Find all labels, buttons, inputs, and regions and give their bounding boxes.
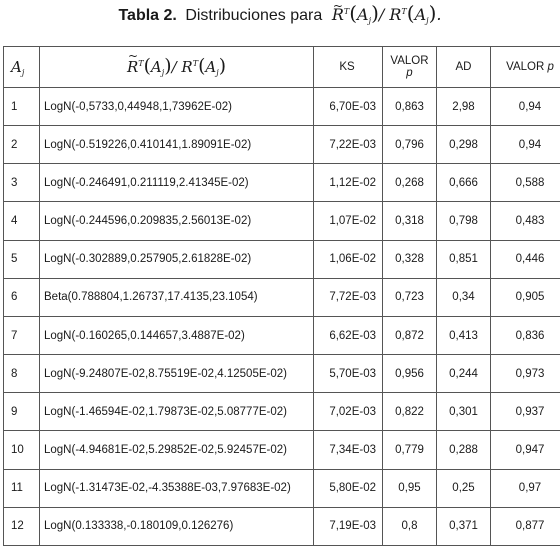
cell-aj: 10 bbox=[4, 431, 40, 469]
table-row bbox=[4, 88, 560, 126]
cell-ks: 7,72E-03 bbox=[314, 278, 383, 316]
header-ad: AD bbox=[437, 47, 491, 88]
cell-valor-p-2: 0,94 bbox=[491, 126, 560, 164]
header-valor-p-1: VALOR p bbox=[383, 47, 437, 88]
cell-aj: 11 bbox=[4, 469, 40, 507]
cell-valor-p-1: 0,723 bbox=[383, 278, 437, 316]
header-distribution: ~ $R^T(A_j)/$ $R^T(A_j)$ bbox=[40, 47, 314, 88]
cell-valor-p-2: 0,446 bbox=[491, 240, 560, 278]
cell-ks: 1,12E-02 bbox=[314, 164, 383, 202]
cell-ks: 5,80E-02 bbox=[314, 469, 383, 507]
cell-ad: 0,851 bbox=[437, 240, 491, 278]
cell-distribution: LogN(-4.94681E-02,5.29852E-02,5.92457E-02) bbox=[40, 431, 314, 469]
table-row bbox=[4, 316, 560, 354]
cell-valor-p-1: 0,822 bbox=[383, 393, 437, 431]
cell-distribution: LogN(-0.244596,0.209835,2.56013E-02) bbox=[40, 202, 314, 240]
cell-valor-p-1: 0,268 bbox=[383, 164, 437, 202]
table-row bbox=[4, 507, 560, 545]
cell-valor-p-1: 0,796 bbox=[383, 126, 437, 164]
header-valor-p-2: VALOR p bbox=[491, 47, 560, 88]
cell-valor-p-2: 0,905 bbox=[491, 278, 560, 316]
table-row bbox=[4, 278, 560, 316]
cell-valor-p-2: 0,836 bbox=[491, 316, 560, 354]
cell-ks: 6,62E-03 bbox=[314, 316, 383, 354]
cell-valor-p-2: 0,877 bbox=[491, 507, 560, 545]
cell-valor-p-2: 0,94 bbox=[491, 88, 560, 126]
cell-valor-p-2: 0,947 bbox=[491, 431, 560, 469]
caption-label: Tabla 2. bbox=[118, 7, 177, 24]
table-row bbox=[4, 431, 560, 469]
cell-ad: 0,666 bbox=[437, 164, 491, 202]
cell-aj: 9 bbox=[4, 393, 40, 431]
cell-aj: 3 bbox=[4, 164, 40, 202]
cell-ks: 7,34E-03 bbox=[314, 431, 383, 469]
cell-valor-p-2: 0,973 bbox=[491, 355, 560, 393]
cell-aj: 12 bbox=[4, 507, 40, 545]
cell-aj: 5 bbox=[4, 240, 40, 278]
cell-ad: 0,301 bbox=[437, 393, 491, 431]
cell-aj: 8 bbox=[4, 355, 40, 393]
cell-ad: 0,413 bbox=[437, 316, 491, 354]
caption-formula: ~ $R^T(A_j)/$ $R^T(A_j)$. bbox=[327, 5, 442, 24]
table-row bbox=[4, 202, 560, 240]
header-aj: $A_j$ bbox=[4, 47, 40, 88]
table-row bbox=[4, 240, 560, 278]
cell-ad: 0,298 bbox=[437, 126, 491, 164]
distributions-table bbox=[3, 46, 560, 546]
cell-valor-p-1: 0,95 bbox=[383, 469, 437, 507]
cell-valor-p-1: 0,956 bbox=[383, 355, 437, 393]
cell-valor-p-1: 0,863 bbox=[383, 88, 437, 126]
cell-ad: 0,798 bbox=[437, 202, 491, 240]
cell-ks: 1,07E-02 bbox=[314, 202, 383, 240]
cell-ks: 7,22E-03 bbox=[314, 126, 383, 164]
table-row bbox=[4, 355, 560, 393]
cell-distribution: LogN(-0.302889,0.257905,2.61828E-02) bbox=[40, 240, 314, 278]
cell-ad: 0,34 bbox=[437, 278, 491, 316]
table-caption bbox=[0, 1, 560, 27]
cell-valor-p-2: 0,97 bbox=[491, 469, 560, 507]
cell-distribution: LogN(0.133338,-0.180109,0.126276) bbox=[40, 507, 314, 545]
cell-distribution: Beta(0.788804,1.26737,17.4135,23.1054) bbox=[40, 278, 314, 316]
cell-aj: 2 bbox=[4, 126, 40, 164]
cell-distribution: LogN(-0,5733,0,44948,1,73962E-02) bbox=[40, 88, 314, 126]
cell-distribution: LogN(-0.246491,0.211119,2.41345E-02) bbox=[40, 164, 314, 202]
cell-distribution: LogN(-1.46594E-02,1.79873E-02,5.08777E-02) bbox=[40, 393, 314, 431]
cell-ad: 0,371 bbox=[437, 507, 491, 545]
cell-valor-p-1: 0,318 bbox=[383, 202, 437, 240]
cell-aj: 7 bbox=[4, 316, 40, 354]
table-row bbox=[4, 393, 560, 431]
cell-ad: 0,25 bbox=[437, 469, 491, 507]
cell-valor-p-1: 0,328 bbox=[383, 240, 437, 278]
cell-distribution: LogN(-9.24807E-02,8.75519E-02,4.12505E-02) bbox=[40, 355, 314, 393]
cell-ad: 0,244 bbox=[437, 355, 491, 393]
cell-aj: 6 bbox=[4, 278, 40, 316]
cell-valor-p-2: 0,588 bbox=[491, 164, 560, 202]
table-row bbox=[4, 126, 560, 164]
cell-aj: 1 bbox=[4, 88, 40, 126]
cell-valor-p-2: 0,483 bbox=[491, 202, 560, 240]
cell-ad: 2,98 bbox=[437, 88, 491, 126]
cell-distribution: LogN(-0.160265,0.144657,3.4887E-02) bbox=[40, 316, 314, 354]
cell-valor-p-1: 0,872 bbox=[383, 316, 437, 354]
cell-ks: 7,19E-03 bbox=[314, 507, 383, 545]
table-row bbox=[4, 164, 560, 202]
header-ks: KS bbox=[314, 47, 383, 88]
cell-aj: 4 bbox=[4, 202, 40, 240]
cell-valor-p-2: 0,937 bbox=[491, 393, 560, 431]
cell-ad: 0,288 bbox=[437, 431, 491, 469]
cell-valor-p-1: 0,779 bbox=[383, 431, 437, 469]
cell-ks: 7,02E-03 bbox=[314, 393, 383, 431]
cell-ks: 6,70E-03 bbox=[314, 88, 383, 126]
caption-text: Distribuciones para bbox=[185, 7, 323, 24]
table-header-row bbox=[4, 47, 560, 88]
cell-distribution: LogN(-0.519226,0.410141,1.89091E-02) bbox=[40, 126, 314, 164]
cell-valor-p-1: 0,8 bbox=[383, 507, 437, 545]
table-row bbox=[4, 469, 560, 507]
cell-distribution: LogN(-1.31473E-02,-4.35388E-03,7.97683E-02) bbox=[40, 469, 314, 507]
cell-ks: 5,70E-03 bbox=[314, 355, 383, 393]
cell-ks: 1,06E-02 bbox=[314, 240, 383, 278]
